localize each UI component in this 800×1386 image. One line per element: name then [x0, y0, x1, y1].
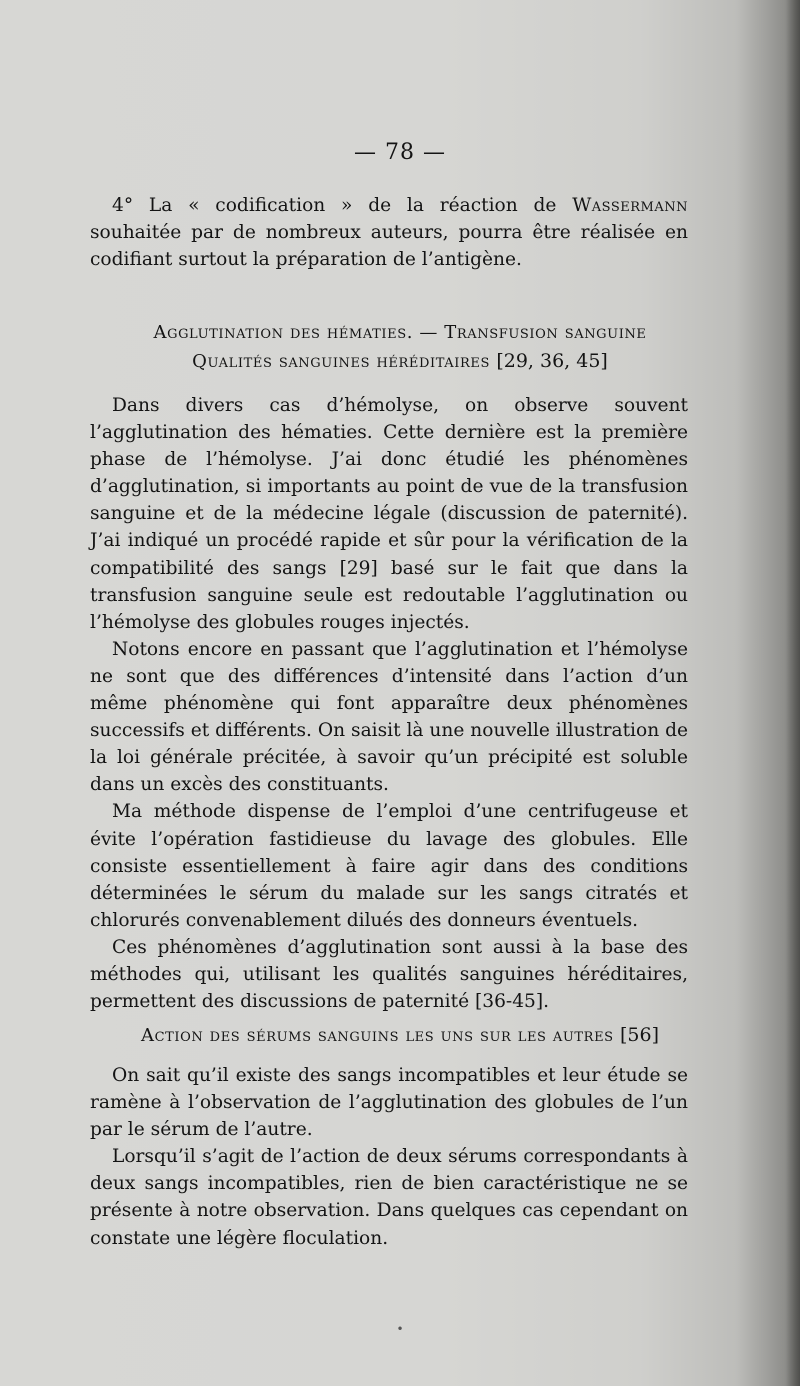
paragraph: Dans divers cas d’hémolyse, on observe souvent l’agglutination des hématies. Cette dernière est la première phase de l’hémolyse. J’ai donc étudié les phénomènes d’agglutination, si importants au point de vue de la transfusion sanguine et de la médecine légale (discussion de paternité). J’ai indiqué un procédé rapide et sûr pour la vérification de la compatibilité des sangs [29] basé sur le fait que dans la transfusion sanguine seule est redoutable l’agglutination ou l’hémolyse des globules rouges injectés. [90, 395, 688, 633]
section-heading-line2-wrap [0, 347, 800, 376]
section-heading-serums [0, 1021, 800, 1050]
section-body-serums [90, 1062, 688, 1252]
bottom-mark: • [396, 1322, 404, 1336]
section-heading-ref: [29, 36, 45] [496, 350, 608, 372]
paragraph: Ma méthode dispense de l’emploi d’une centrifugeuse et évite l’opération fastidieuse du lavage des globules. Elle consiste essentiellement à faire agir dans des conditions déterminées le sérum du malade sur les sangs citratés et chlorurés convenablement dilués des donneurs éventuels. [90, 801, 688, 931]
intro-prefix: 4° La « codification » de la réaction de [112, 195, 573, 216]
author-name: Wassermann [572, 195, 688, 216]
paragraph: Ces phénomènes d’agglutination sont aussi à la base des méthodes qui, utilisant les qualités sanguines héréditaires, permettent des discussions de paternité [36-45]. [90, 936, 688, 1013]
section-body-agglutination [90, 392, 688, 1015]
section-heading-ref: [56] [620, 1024, 660, 1046]
page-edge-shadow [786, 0, 800, 1386]
page-number: — 78 — [354, 140, 446, 165]
section-heading-text: Action des sérums sanguins les uns sur les autres [140, 1025, 614, 1046]
paragraph: On sait qu’il existe des sangs incompatibles et leur étude se ramène à l’observation de l’agglutination des globules de l’un par le sérum de l’autre. [90, 1065, 688, 1141]
section-heading-line2: Qualités sanguines héréditaires [192, 351, 490, 372]
intro-paragraph [90, 192, 688, 273]
section-heading-line1: Agglutination des hématies. — Transfusion sanguine [153, 322, 647, 343]
section-heading-agglutination [0, 318, 800, 376]
intro-suffix: souhaitée par de nombreux auteurs, pourra être réalisée en codifiant surtout la préparation de l’antigène. [90, 222, 688, 271]
paragraph: Notons encore en passant que l’agglutination et l’hémolyse ne sont que des différences d’intensité dans l’action d’un même phénomène qui font apparaître deux phénomènes successifs et différents. On saisit là une nouvelle illustration de la loi générale précitée, à savoir qu’un précipité est soluble dans un excès des constituants. [90, 638, 688, 796]
paragraph: Lorsqu’il s’agit de l’action de deux sérums correspondants à deux sangs incompatibles, rien de bien caractéristique ne se présente à notre observation. Dans quelques cas cependant on constate une légère floculation. [90, 1146, 688, 1249]
